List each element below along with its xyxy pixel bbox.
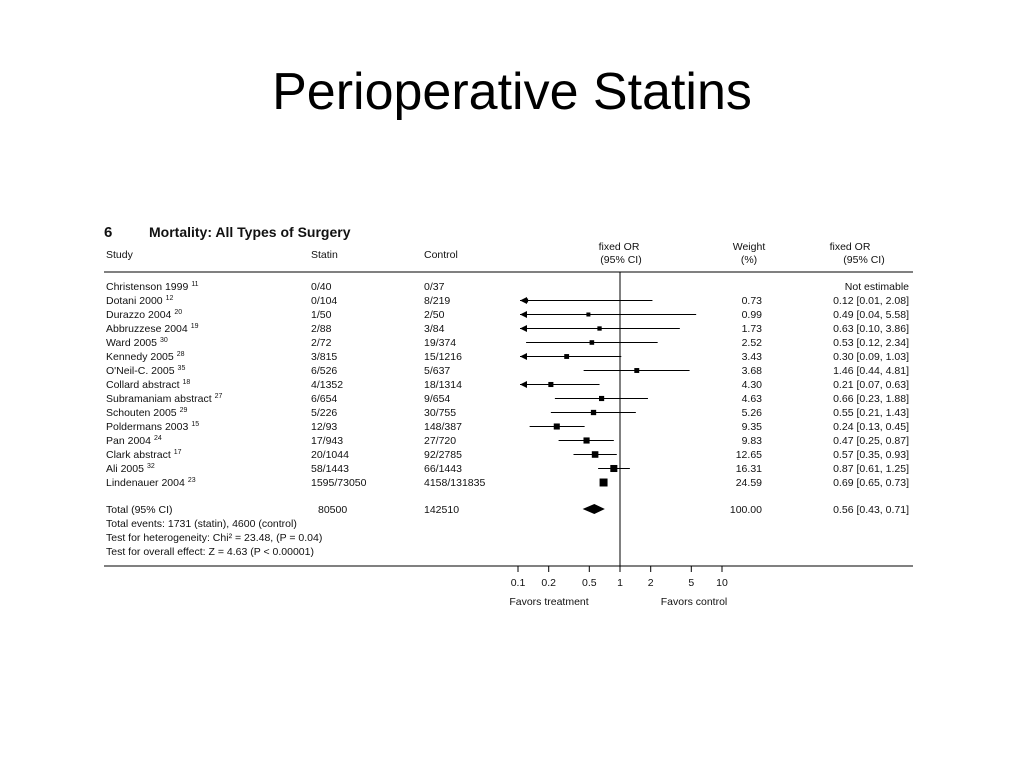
study-name (106, 365, 185, 377)
total-control: 142510 (424, 504, 460, 516)
pooled-diamond (583, 504, 605, 514)
study-name (106, 379, 190, 391)
study-weight: 0.73 (741, 295, 762, 307)
study-ref: 17 (173, 449, 182, 456)
point-estimate (590, 340, 595, 345)
ci-arrow (520, 381, 527, 388)
study-name-text: Ward 2005 (106, 337, 157, 349)
header-control: Control (424, 249, 458, 261)
study-control: 8/219 (424, 295, 451, 307)
study-ref: 20 (174, 309, 183, 316)
x-tick-label: 5 (688, 577, 695, 589)
point-estimate (597, 326, 601, 330)
study-weight: 12.65 (735, 449, 762, 461)
study-name-text: O'Neil-C. 2005 (106, 365, 175, 377)
study-ref: 35 (177, 365, 186, 372)
ci-arrow (520, 311, 527, 318)
point-estimate (600, 479, 608, 487)
header-or-top: fixed OR (598, 241, 640, 253)
study-name-text: Christenson 1999 (106, 281, 189, 293)
header-statin: Statin (311, 249, 338, 261)
study-ref: 30 (159, 337, 168, 344)
study-control: 9/654 (424, 393, 451, 405)
study-control: 19/374 (424, 337, 457, 349)
x-tick-label: 0.1 (510, 577, 526, 589)
study-name (106, 463, 155, 475)
point-estimate (610, 465, 617, 472)
study-statin: 12/93 (311, 421, 338, 433)
point-estimate (554, 423, 560, 429)
favors-treatment: Favors treatment (509, 596, 589, 608)
study-name (106, 435, 162, 447)
study-ref: 27 (214, 393, 223, 400)
study-name-text: Durazzo 2004 (106, 309, 172, 321)
study-name (106, 323, 199, 335)
study-or-text: 0.66 [0.23, 1.88] (833, 393, 909, 405)
x-tick-label: 10 (716, 577, 728, 589)
study-ref: 32 (146, 463, 155, 470)
study-weight: 5.26 (741, 407, 762, 419)
study-ref: 24 (153, 435, 162, 442)
study-statin: 0/40 (311, 281, 332, 293)
study-or-text: 0.47 [0.25, 0.87] (833, 435, 909, 447)
study-name (106, 407, 188, 419)
study-name-text: Subramaniam abstract (106, 393, 212, 405)
study-name-text: Abbruzzese 2004 (106, 323, 188, 335)
study-statin: 2/72 (311, 337, 332, 349)
study-name-text: Ali 2005 (106, 463, 144, 475)
header-or2-top: fixed OR (829, 241, 871, 253)
study-name-text: Lindenauer 2004 (106, 477, 185, 489)
study-name (106, 449, 182, 461)
study-name-text: Schouten 2005 (106, 407, 177, 419)
ci-marks (520, 272, 696, 566)
study-statin: 0/104 (311, 295, 338, 307)
study-or-text: 0.24 [0.13, 0.45] (833, 421, 909, 433)
point-estimate (592, 451, 599, 458)
study-weight: 1.73 (741, 323, 762, 335)
study-control: 148/387 (424, 421, 462, 433)
study-statin: 2/88 (311, 323, 332, 335)
point-estimate (586, 313, 590, 317)
study-weight: 9.35 (741, 421, 762, 433)
point-estimate (591, 410, 596, 415)
study-or-text: 0.55 [0.21, 1.43] (833, 407, 909, 419)
x-tick-label: 1 (617, 577, 623, 589)
header-weight-top: Weight (732, 241, 766, 253)
study-name (106, 295, 174, 307)
study-or-text: 0.53 [0.12, 2.34] (833, 337, 909, 349)
total-or-text: 0.56 [0.43, 0.71] (833, 504, 909, 516)
study-or-text: 0.12 [0.01, 2.08] (833, 295, 909, 307)
study-ref: 12 (165, 295, 174, 302)
study-control: 18/1314 (424, 379, 462, 391)
study-weight: 0.99 (741, 309, 762, 321)
header-or-bottom: (95% CI) (600, 254, 642, 266)
study-weight: 3.43 (741, 351, 762, 363)
study-name (106, 351, 185, 363)
study-name (106, 337, 168, 349)
study-weight: 2.52 (741, 337, 762, 349)
study-or-text: 0.63 [0.10, 3.86] (833, 323, 909, 335)
study-name-text: Poldermans 2003 (106, 421, 189, 433)
study-ref: 18 (182, 379, 191, 386)
point-estimate (548, 382, 553, 387)
figure-title: Mortality: All Types of Surgery (149, 224, 351, 240)
total-statin: 80500 (318, 504, 348, 516)
slide-title: Perioperative Statins (272, 63, 752, 121)
study-ref: 29 (179, 407, 188, 414)
study-control: 27/720 (424, 435, 457, 447)
study-rows (106, 281, 909, 489)
study-statin: 1/50 (311, 309, 332, 321)
study-weight: 4.30 (741, 379, 762, 391)
study-or-text: 0.87 [0.61, 1.25] (833, 463, 909, 475)
ci-arrow (520, 353, 527, 360)
point-estimate (634, 368, 639, 373)
study-statin: 58/1443 (311, 463, 349, 475)
study-name-text: Collard abstract (106, 379, 180, 391)
study-ref: 28 (176, 351, 185, 358)
study-control: 66/1443 (424, 463, 462, 475)
study-control: 15/1216 (424, 351, 462, 363)
study-name (106, 309, 182, 321)
point-estimate (524, 299, 528, 303)
study-control: 5/637 (424, 365, 451, 377)
x-axis (511, 566, 728, 589)
study-name-text: Clark abstract (106, 449, 171, 461)
study-weight: 4.63 (741, 393, 762, 405)
study-or-text: 0.30 [0.09, 1.03] (833, 351, 909, 363)
study-ref: 19 (190, 323, 199, 330)
study-or-text: Not estimable (844, 281, 909, 293)
point-estimate (564, 354, 569, 359)
study-statin: 17/943 (311, 435, 344, 447)
header-study: Study (106, 249, 133, 261)
study-weight: 24.59 (735, 477, 762, 489)
study-statin: 1595/73050 (311, 477, 367, 489)
study-or-text: 0.49 [0.04, 5.58] (833, 309, 909, 321)
header-or2-bottom: (95% CI) (843, 254, 885, 266)
study-statin: 6/654 (311, 393, 338, 405)
study-or-text: 1.46 [0.44, 4.81] (833, 365, 909, 377)
total-label: Total (95% CI) (106, 504, 173, 516)
total-weight: 100.00 (729, 504, 762, 516)
header-weight-bottom: (%) (740, 254, 758, 266)
study-or-text: 0.57 [0.35, 0.93] (833, 449, 909, 461)
study-weight: 3.68 (741, 365, 762, 377)
x-tick-label: 0.2 (541, 577, 557, 589)
overall-effect-test: Test for overall effect: Z = 4.63 (P < 0.00001) (106, 546, 314, 558)
study-control: 92/2785 (424, 449, 462, 461)
study-name (106, 393, 223, 405)
study-control: 4158/131835 (424, 477, 486, 489)
ci-arrow (520, 325, 527, 332)
study-weight: 9.83 (741, 435, 762, 447)
study-statin: 5/226 (311, 407, 338, 419)
study-or-text: 0.21 [0.07, 0.63] (833, 379, 909, 391)
point-estimate (583, 437, 589, 443)
study-name-text: Dotani 2000 (106, 295, 163, 307)
study-weight: 16.31 (735, 463, 762, 475)
total-events: Total events: 1731 (statin), 4600 (control) (106, 518, 297, 530)
study-statin: 4/1352 (311, 379, 344, 391)
study-name (106, 477, 196, 489)
study-ref: 23 (187, 477, 196, 484)
x-tick-label: 2 (647, 577, 654, 589)
study-ref: 11 (191, 281, 199, 288)
heterogeneity-test: Test for heterogeneity: Chi² = 23.48, (P = 0.04) (106, 532, 323, 544)
study-control: 30/755 (424, 407, 457, 419)
study-or-text: 0.69 [0.65, 0.73] (833, 477, 909, 489)
study-control: 0/37 (424, 281, 445, 293)
favors-control: Favors control (660, 596, 728, 608)
study-name (106, 281, 199, 293)
study-ref: 15 (191, 421, 200, 428)
study-name-text: Pan 2004 (106, 435, 151, 447)
study-statin: 3/815 (311, 351, 338, 363)
study-name-text: Kennedy 2005 (106, 351, 174, 363)
study-control: 2/50 (424, 309, 445, 321)
study-control: 3/84 (424, 323, 445, 335)
point-estimate (599, 396, 604, 401)
figure-number: 6 (104, 224, 113, 241)
study-name (106, 421, 199, 433)
study-statin: 6/526 (311, 365, 338, 377)
x-tick-label: 0.5 (581, 577, 597, 589)
study-statin: 20/1044 (311, 449, 349, 461)
